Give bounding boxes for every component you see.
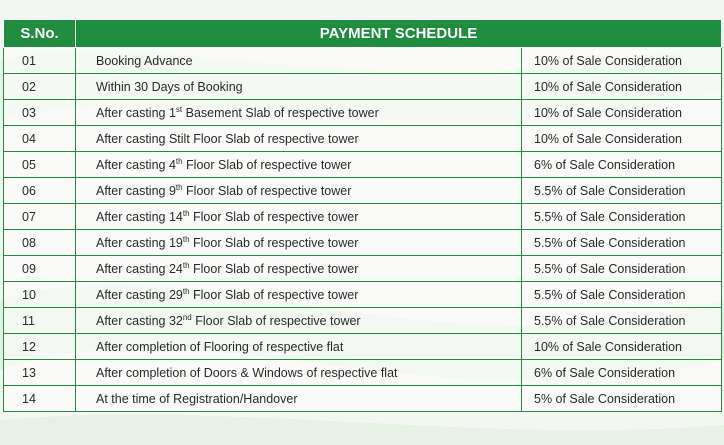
row-milestone [76, 256, 522, 282]
milestone-text: Within 30 Days of Booking [96, 79, 243, 94]
row-sno: 11 [4, 308, 76, 334]
table-header-row [4, 20, 722, 48]
row-amount: 10% of Sale Consideration [522, 74, 722, 100]
row-milestone [76, 230, 522, 256]
row-sno: 05 [4, 152, 76, 178]
table-row [4, 74, 722, 100]
row-milestone [76, 386, 522, 412]
row-amount: 10% of Sale Consideration [522, 126, 722, 152]
row-milestone [76, 178, 522, 204]
table-row [4, 48, 722, 74]
milestone-text-rest: Floor Slab of respective tower [189, 287, 359, 302]
table-row [4, 386, 722, 412]
milestone-text: After casting 29 [96, 287, 183, 302]
row-milestone [76, 126, 522, 152]
table-row [4, 256, 722, 282]
row-amount: 5.5% of Sale Consideration [522, 308, 722, 334]
milestone-text: After casting 19 [96, 235, 183, 250]
milestone-text-rest: Floor Slab of respective tower [191, 313, 361, 328]
row-amount: 5.5% of Sale Consideration [522, 204, 722, 230]
row-amount: 6% of Sale Consideration [522, 152, 722, 178]
ordinal-suffix: st [175, 104, 183, 114]
row-sno: 12 [4, 334, 76, 360]
milestone-text: After casting 4 [96, 157, 176, 172]
row-amount: 5.5% of Sale Consideration [522, 282, 722, 308]
row-amount: 6% of Sale Consideration [522, 360, 722, 386]
milestone-text: After completion of Flooring of respective flat [96, 339, 344, 354]
ordinal-suffix: th [182, 286, 190, 296]
milestone-text: After casting 9 [96, 183, 176, 198]
row-milestone [76, 308, 522, 334]
row-milestone [76, 48, 522, 74]
row-amount: 10% of Sale Consideration [522, 100, 722, 126]
row-amount: 5.5% of Sale Consideration [522, 256, 722, 282]
table-row [4, 334, 722, 360]
row-milestone [76, 152, 522, 178]
row-amount: 10% of Sale Consideration [522, 48, 722, 74]
milestone-text: After casting 32 [96, 313, 183, 328]
table-row [4, 230, 722, 256]
row-sno: 07 [4, 204, 76, 230]
milestone-text: Booking Advance [96, 53, 193, 68]
row-sno: 10 [4, 282, 76, 308]
table-row [4, 204, 722, 230]
table-row [4, 282, 722, 308]
table-row [4, 308, 722, 334]
row-sno: 02 [4, 74, 76, 100]
milestone-text-rest: Basement Slab of respective tower [182, 105, 379, 120]
row-milestone [76, 204, 522, 230]
row-amount: 5.5% of Sale Consideration [522, 178, 722, 204]
milestone-text: After casting Stilt Floor Slab of respective tower [96, 131, 359, 146]
milestone-text: After casting 24 [96, 261, 183, 276]
milestone-text: At the time of Registration/Handover [96, 391, 298, 406]
milestone-text-rest: Floor Slab of respective tower [182, 183, 352, 198]
row-milestone [76, 282, 522, 308]
milestone-text-rest: Floor Slab of respective tower [189, 209, 359, 224]
table-row [4, 126, 722, 152]
row-sno: 14 [4, 386, 76, 412]
row-sno: 06 [4, 178, 76, 204]
ordinal-suffix: th [175, 156, 183, 166]
milestone-text-rest: Floor Slab of respective tower [189, 235, 359, 250]
row-sno: 03 [4, 100, 76, 126]
header-title: PAYMENT SCHEDULE [76, 20, 722, 48]
row-sno: 13 [4, 360, 76, 386]
table-row [4, 360, 722, 386]
row-milestone [76, 74, 522, 100]
row-milestone [76, 360, 522, 386]
milestone-text: After casting 1 [96, 105, 176, 120]
row-amount: 10% of Sale Consideration [522, 334, 722, 360]
ordinal-suffix: th [182, 234, 190, 244]
milestone-text-rest: Floor Slab of respective tower [189, 261, 359, 276]
row-milestone [76, 334, 522, 360]
table-row [4, 178, 722, 204]
row-milestone [76, 100, 522, 126]
ordinal-suffix: nd [182, 312, 192, 322]
table-row [4, 100, 722, 126]
ordinal-suffix: th [182, 260, 190, 270]
milestone-text: After casting 14 [96, 209, 183, 224]
ordinal-suffix: th [182, 208, 190, 218]
milestone-text-rest: Floor Slab of respective tower [182, 157, 352, 172]
table-row [4, 152, 722, 178]
row-sno: 09 [4, 256, 76, 282]
row-sno: 01 [4, 48, 76, 74]
row-amount: 5.5% of Sale Consideration [522, 230, 722, 256]
ordinal-suffix: th [175, 182, 183, 192]
payment-schedule-table [3, 19, 722, 412]
row-sno: 04 [4, 126, 76, 152]
milestone-text: After completion of Doors & Windows of respective flat [96, 365, 398, 380]
header-sno: S.No. [4, 20, 76, 48]
row-amount: 5% of Sale Consideration [522, 386, 722, 412]
row-sno: 08 [4, 230, 76, 256]
